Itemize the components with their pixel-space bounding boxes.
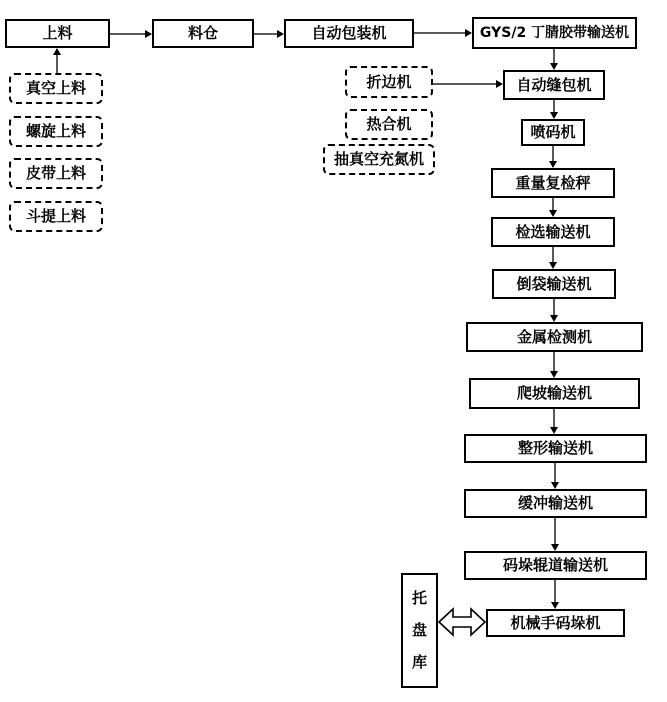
node-incline-conveyor: 爬坡输送机 bbox=[469, 378, 640, 409]
arrow-bagturning-to-metal-line bbox=[553, 299, 555, 315]
node-feeding: 上料 bbox=[5, 19, 110, 48]
node-belt-feeding: 皮带上料 bbox=[9, 158, 103, 189]
node-inkjet-coder: 喷码机 bbox=[521, 119, 585, 146]
arrow-palletroller-to-robot-line bbox=[554, 580, 556, 602]
arrow-sorting-to-bagturning-line bbox=[552, 247, 554, 262]
node-robot-palletizer: 机械手码垛机 bbox=[486, 609, 625, 637]
arrow-buffer-to-palletroller-line bbox=[554, 518, 556, 544]
arrow-feeding-to-silo-head bbox=[145, 30, 152, 38]
arrow-shaping-to-buffer-head bbox=[551, 482, 559, 489]
node-auto-packer: 自动包装机 bbox=[284, 19, 414, 48]
arrow-packer-to-gys-line bbox=[414, 32, 465, 34]
arrow-shaping-to-buffer-line bbox=[554, 463, 556, 482]
node-vacuum-nitrogen: 抽真空充氮机 bbox=[323, 144, 435, 175]
node-pallet-roller-conveyor: 码垛辊道输送机 bbox=[464, 551, 647, 580]
node-sorting-conveyor: 检选输送机 bbox=[491, 217, 615, 247]
node-checkweigher: 重量复检秤 bbox=[491, 168, 615, 198]
node-buffer-conveyor: 缓冲输送机 bbox=[464, 489, 647, 518]
arrow-sewer-to-coder-line bbox=[553, 100, 555, 112]
node-metal-detector: 金属检测机 bbox=[466, 322, 643, 352]
node-heat-sealer: 热合机 bbox=[345, 109, 433, 140]
arrow-metal-to-incline-line bbox=[553, 352, 555, 371]
arrow-coder-to-checkweigher-line bbox=[552, 146, 554, 161]
arrow-silo-to-packer-line bbox=[254, 33, 277, 35]
arrow-checkweigher-to-sorting-head bbox=[549, 210, 557, 217]
arrow-silo-to-packer-head bbox=[277, 30, 284, 38]
arrow-gys-to-sewer-line bbox=[553, 49, 555, 63]
node-screw-feeding: 螺旋上料 bbox=[9, 116, 103, 147]
arrow-packer-to-gys-head bbox=[465, 29, 472, 37]
node-bag-turning-conveyor: 倒袋输送机 bbox=[492, 269, 616, 299]
arrow-vacuum-to-feeding-head bbox=[53, 48, 61, 55]
node-pallet-store-char: 库 bbox=[411, 652, 427, 671]
arrow-bagturning-to-metal-head bbox=[550, 315, 558, 322]
node-gys-belt-conveyor: GYS/2 丁腈胶带输送机 bbox=[472, 17, 637, 49]
node-pallet-store bbox=[401, 573, 438, 688]
node-auto-bag-sewer: 自动缝包机 bbox=[503, 70, 605, 100]
arrow-palletroller-to-robot-head bbox=[551, 602, 559, 609]
arrow-coder-to-checkweigher-head bbox=[549, 161, 557, 168]
arrow-gys-to-sewer-head bbox=[550, 63, 558, 70]
node-pallet-store-char: 托 bbox=[411, 589, 427, 608]
arrow-vacuum-to-feeding-line bbox=[56, 55, 58, 73]
arrow-sewer-to-coder-head bbox=[550, 112, 558, 119]
arrow-metal-to-incline-head bbox=[550, 371, 558, 378]
node-silo: 料仓 bbox=[152, 19, 254, 48]
arrow-feeding-to-silo-line bbox=[110, 33, 145, 35]
arrow-folder-to-sewer-head bbox=[496, 80, 503, 88]
arrow-sorting-to-bagturning-head bbox=[549, 262, 557, 269]
arrow-incline-to-shaping-line bbox=[553, 409, 555, 427]
node-edge-folder: 折边机 bbox=[345, 66, 433, 98]
arrow-checkweigher-to-sorting-line bbox=[552, 198, 554, 210]
double-arrow-connector bbox=[439, 609, 485, 635]
arrow-incline-to-shaping-head bbox=[550, 427, 558, 434]
node-pallet-store-char: 盘 bbox=[411, 620, 427, 639]
node-vacuum-feeding: 真空上料 bbox=[9, 73, 103, 104]
node-shaping-conveyor: 整形输送机 bbox=[464, 434, 647, 463]
node-bucket-feeding: 斗提上料 bbox=[9, 201, 103, 232]
arrow-folder-to-sewer-line bbox=[433, 83, 496, 85]
arrow-buffer-to-palletroller-head bbox=[551, 544, 559, 551]
